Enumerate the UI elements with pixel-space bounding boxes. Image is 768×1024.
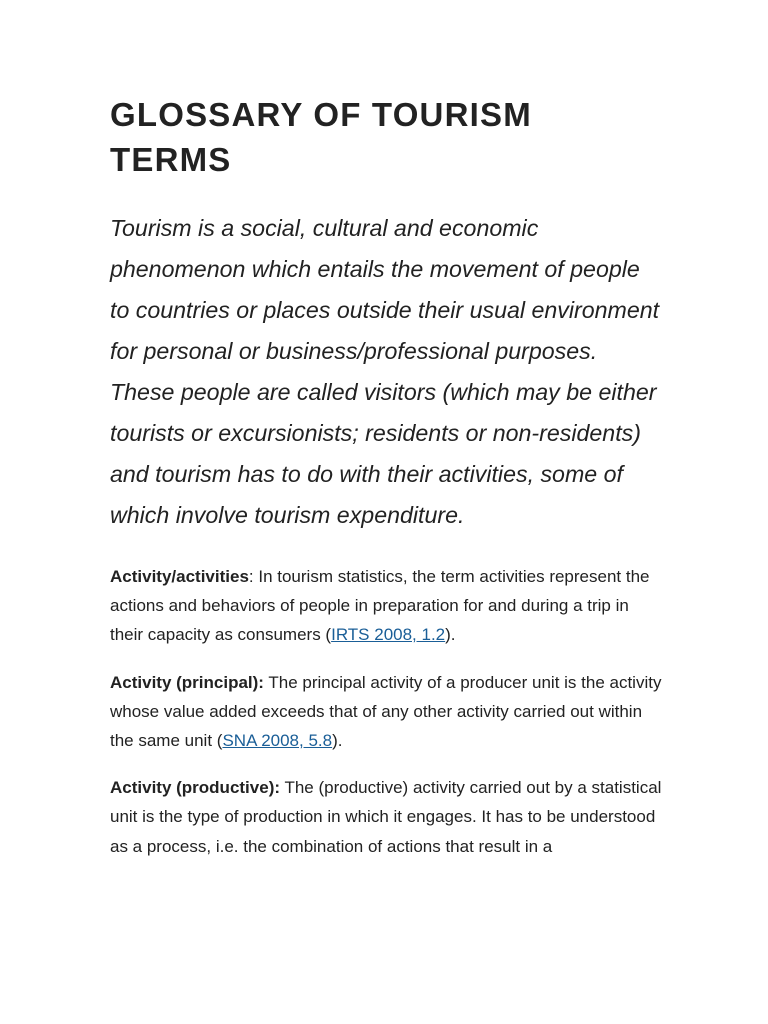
glossary-definition: The principal activity of a producer unit is the activity whose value added exceeds that of any other activity carried out within the same unit ( [110,672,662,751]
page-title: GLOSSARY OF TOURISM TERMS [110,96,532,178]
glossary-definition-end: ). [445,625,456,645]
glossary-definition-end: ). [332,731,343,751]
reference-link-sna[interactable]: SNA 2008, 5.8 [222,731,333,751]
glossary-term: Activity (productive): [110,778,281,798]
glossary-entry-activity-productive [110,773,662,861]
reference-link-irts[interactable]: IRTS 2008, 1.2 [331,625,446,645]
glossary-entry-activity-principal [110,668,662,756]
document-page [110,92,662,861]
glossary-term: Activity/activities [110,567,249,586]
glossary-definition: The (productive) activity carried out by a statistical unit is the type of production in which it engages. It has to be understood as a process, i.e. the combination of actions that result in a [110,778,662,856]
glossary-definition: : In tourism statistics, the term activities represent the actions and behaviors of people in preparation for and during a trip in their capacity as consumers ( [110,567,650,645]
glossary-entry-activities [110,562,662,650]
intro-paragraph: Tourism is a social, cultural and economic phenomenon which entails the movement of people to countries or places outside their usual environment for personal or business/professional purposes. These people are called visitors (which may be either tourists or excursionists; residents or non-residents) and tourism has to do with their activities, some of which involve tourism expenditure. [110,215,660,528]
glossary-term: Activity (principal): [110,672,264,692]
